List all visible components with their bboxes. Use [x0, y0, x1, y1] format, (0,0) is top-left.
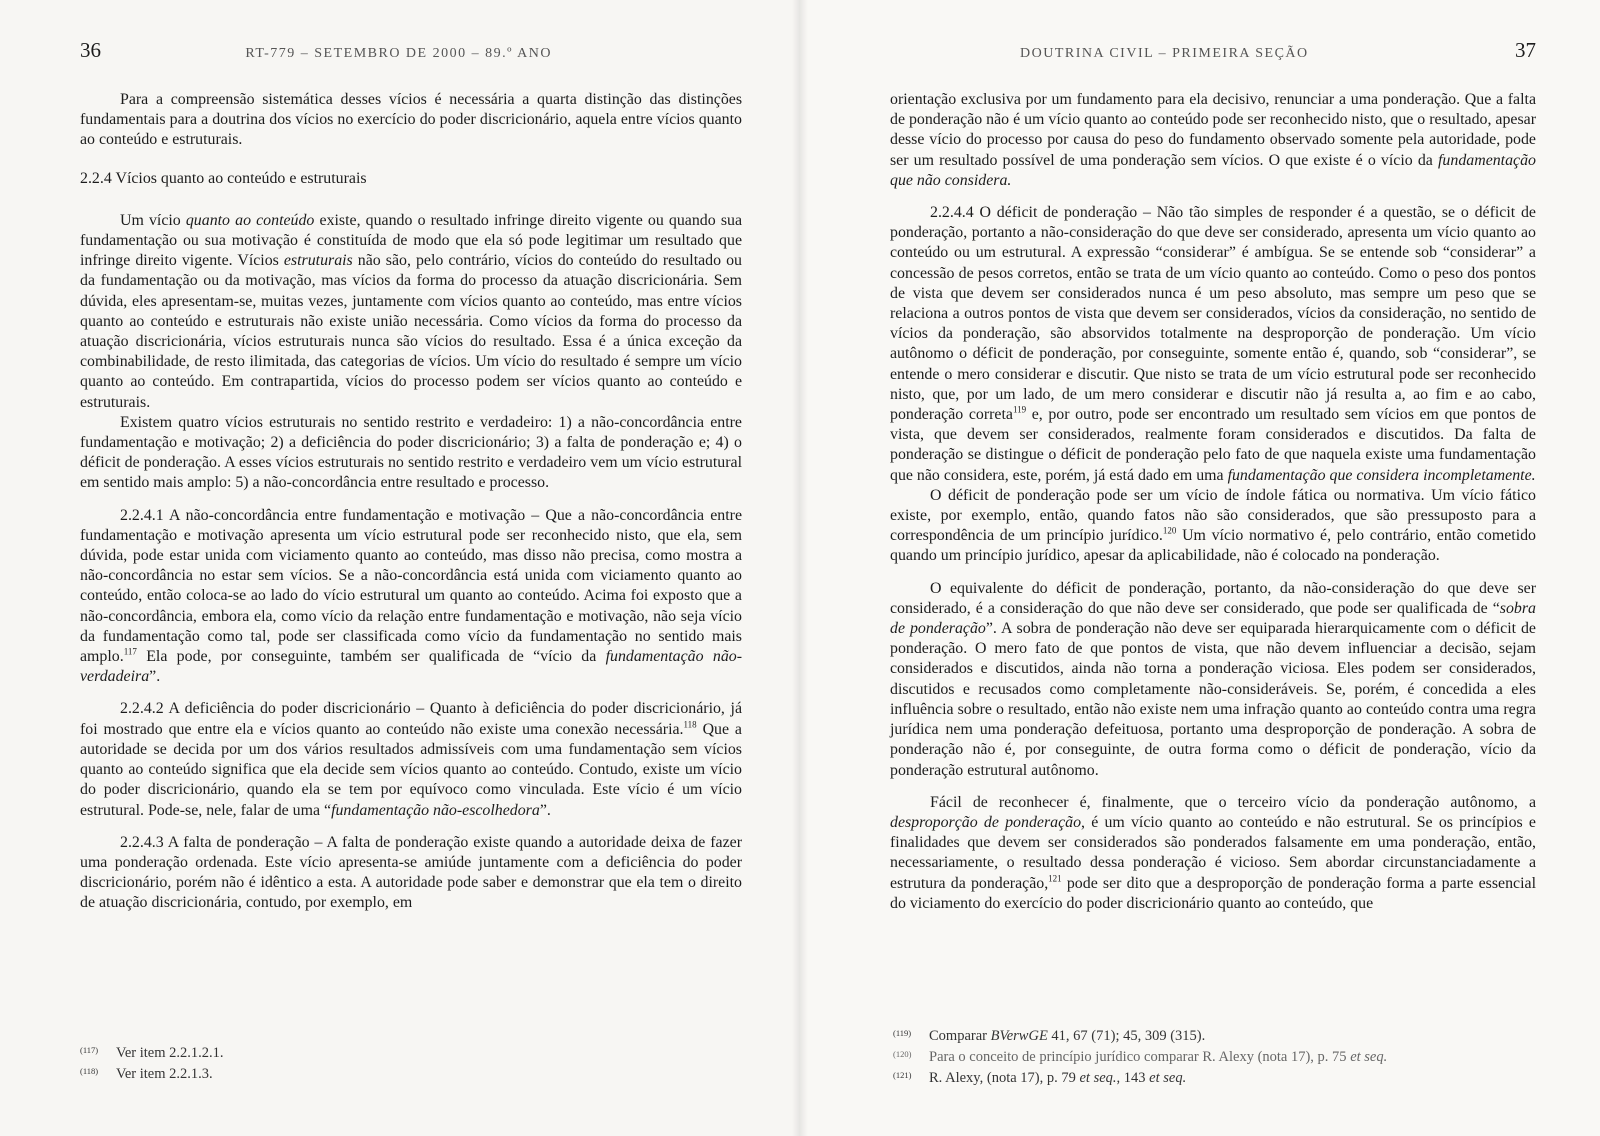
paragraph-conteudo: Um vício quanto ao conteúdo existe, quando o resultado infringe direito vigente ou quando sua fundamentação ou sua motivação é constituída de modo que ela só pode legitimar um resultado que infringe direito vigente. Vícios estruturais não são, pelo contrário, vícios do conteúdo do resultado ou da fundamentação ou da motivação, mas vícios da forma do processo da atuação discricionária. Sem dúvida, eles apresentam-se, muitas vezes, juntamente com vícios quanto ao conteúdo, mas entre vícios quanto ao conteúdo e estruturais não existe união necessária. Como vícios da forma do processo da atuação discricionária, vícios estruturais nunca são vícios do resultado. Essa é a única exceção da combinabilidade, de resto ilimitada, das categorias de vícios. Um vício do resultado é sempre um vício quanto ao conteúdo. Em contrapartida, vícios do processo podem ser vícios quanto ao conteúdo e estruturais.: [80, 211, 743, 411]
paragraph-continuation: orientação exclusiva por um fundamento para ela decisivo, renunciar a uma ponderação. Que a falta de ponderação não é um vício quanto ao conteúdo pode ser reconhecido nisto, que o resultado, apesar desse vício do processo por causa do peso do fundamento observado somente pela autoridade, pode ser um resultado possível de uma ponderação sem vícios. O que existe é o vício da fundamentação que não considera.: [890, 91, 1536, 189]
paragraph-vicios-estruturais: Existem quatro vícios estruturais no sentido restrito e verdadeiro: 1) a não-concordância entre fundamentação e motivação; 2) a deficiência do poder discricionário; 3) a falta de ponderação e; 4) o déficit de ponderação. A esses vícios estruturais no sentido restrito e verdadeiro vem um vício estrutural em sentido mais amplo: 5) a não-concordância entre resultado e processo.: [80, 413, 742, 492]
left-running-head: [80, 38, 742, 90]
right-running-head-title: DOUTRINA CIVIL – PRIMEIRA SEÇÃO: [1020, 46, 1309, 61]
section-heading: 2.2.4 Vícios quanto ao conteúdo e estruturais: [80, 169, 367, 187]
paragraph-deficit-fatico: O déficit de ponderação pode ser um vício de índole fática ou normativa. Um vício fático existe, por exemplo, então, quando fatos não são considerados, que são pressuposto para a correspondência de um princípio jurídico.$^{120}$ Um vício normativo é, pelo contrário, então cometido quando um princípio jurídico, apesar da aplicabilidade, não é colocado na ponderação.: [890, 486, 1536, 565]
left-body-text: [80, 90, 742, 914]
right-page-number: 37: [1515, 38, 1536, 62]
paragraph-2-2-4-3: 2.2.4.3 A falta de ponderação – A falta de ponderação existe quando a autoridade deixa de fazer uma ponderação ordenada. Este vício apresenta-se amiúde juntamente com a deficiência do poder discricionário, porém não é idêntico a esta. A autoridade pode saber e demonstrar que ela tem o direito de atuação discricionária, contudo, por exemplo, em: [80, 833, 742, 912]
footnote-118: (118) Ver item 2.2.1.3.: [80, 1066, 213, 1082]
footnote-119: (119) Comparar BVerwGE 41, 67 (71); 45, 309 (315).: [893, 1028, 1206, 1044]
paragraph-2-2-4-1: 2.2.4.1 A não-concordância entre fundamentação e motivação – Que a não-concordância entre fundamentação e motivação apresenta um vício estrutural pode ser reconhecido nisto, que ela, sem dúvida, pode estar unida com viciamento quanto ao conteúdo, mas disso não precisa, como mostra a não-concordância no estar sem vícios. Se a não-concordância está unida com viciamento quanto ao conteúdo, então coloca-se ao lado do vício estrutural um quanto ao conteúdo. Acima foi exposto que a não-concordância, embora ela, como vício da relação entre fundamentação e motivação, não seja vício da fundamentação como tal, pode ser classificada como vício da fundamentação no sentido mais amplo.$^{117}$ Ela pode, por conseguinte, também ser qualificada de “vício da fundamentação não-verdadeira”.: [80, 506, 742, 686]
footnote-120: (120) Para o conceito de princípio jurídico comparar R. Alexy (nota 17), p. 75 et seq.: [893, 1049, 1388, 1065]
paragraph-2-2-4-4: 2.2.4.4 O déficit de ponderação – Não tão simples de responder é a questão, se o déficit de ponderação, portanto a não-consideração do que deve ser considerado, apresenta um vício quanto ao conteúdo ou um estrutural. A expressão “considerar” é ambígua. Se se entende sob “considerar” a concessão de pesos corretos, então se trata de um vício quanto ao conteúdo. Como o peso dos pontos de vista que devem ser considerados nunca é um peso absoluto, mas sempre um peso que se relaciona a outros pontos de vista que devem ser considerados, vícios da consideração, no sentido de vícios da ponderação, são absorvidos totalmente na desproporção de ponderação. Um vício autônomo o déficit de ponderação, por conseguinte, somente então é, quando, sob “considerar”, se entende o mero considerar e discutir. Que nisto se trata de um vício estrutural pode ser reconhecido nisto, que, por um lado, de um mero considerar e discutir não já resulta a, ao fim e ao cabo, ponderação correta$^{119}$ e, por outro, pode ser encontrado um resultado sem vícios em que pontos de vista, que devem ser considerados, realmente foram considerados e discutidos. Da falta de ponderação se distingue o déficit de ponderação pelo fato de que naquela existe uma fundamentação que não considera, este, porém, já está dado em uma fundamentação que considera incompletamente.: [890, 204, 1536, 484]
right-running-head: [890, 38, 1536, 90]
footnote-117: (117) Ver item 2.2.1.2.1.: [80, 1045, 224, 1061]
book-gutter: [792, 0, 808, 1136]
intro-paragraph: Para a compreensão sistemática desses vícios é necessária a quarta distinção das distinções fundamentais para a doutrina dos vícios no exercício do poder discricionário, aquela entre vícios quanto ao conteúdo e estruturais.: [80, 91, 742, 149]
right-page: [800, 0, 1600, 1136]
paragraph-2-2-4-2: 2.2.4.2 A deficiência do poder discricionário – Quanto à deficiência do poder discricionário, já foi mostrado que entre ela e vícios quanto ao conteúdo não existe uma conexão necessária.$^{118}$ Que a autoridade se decida por um dos vários resultados admissíveis com uma fundamentação sem vícios quanto ao conteúdo significa que ela decide sem vícios quanto ao conteúdo. Contudo, existe um vício do poder discricionário, quando ela se tem por equívoco como vinculada. Este vício é um vício estrutural. Pode-se, nele, falar de uma “fundamentação não-escolhedora”.: [80, 700, 742, 819]
left-page-number: 36: [80, 38, 101, 62]
paragraph-sobra-de-ponderacao: O equivalente do déficit de ponderação, portanto, da não-consideração do que deve ser considerado, é a consideração do que não deve ser considerado, que pode ser qualificada de “sobra de ponderação”. A sobra de ponderação não deve ser equiparada hierarquicamente com o déficit de ponderação. O mero fato de que pontos de vista, que não devem influenciar a decisão, sejam considerados e discutidos, ainda não torna a ponderação viciosa. Eles podem ser considerados, discutidos e recusados como completamente não-consideráveis. Se, porém, é concedida a eles influência sobre o resultado, então não existe nem uma infração quanto ao conteúdo contra uma regra jurídica nem uma ponderação defeituosa, portanto uma desproporção de ponderação. A sobra de ponderação não é, por conseguinte, de outra forma como o déficit de ponderação, vício da ponderação estrutural autônomo.: [890, 579, 1536, 779]
right-footnotes: [893, 1028, 1387, 1091]
right-body-text: [890, 90, 1536, 914]
left-footnotes: [80, 1045, 224, 1087]
footnote-121: (121) R. Alexy, (nota 17), p. 79 et seq., 143 et seq.: [893, 1070, 1187, 1086]
left-running-head-title: RT-779 – SETEMBRO DE 2000 – 89.º ANO: [245, 46, 552, 61]
paragraph-desproporcao: Fácil de reconhecer é, finalmente, que o terceiro vício da ponderação autônomo, a desproporção de ponderação, é um vício quanto ao conteúdo e não estrutural. Se os princípios e finalidades que devem ser considerados são ponderados falsamente em uma ponderação, então, necessariamente, o resultado dessa ponderação é vicioso. Sem abordar circunstanciadamente a estrutura da ponderação,$^{121}$ pode ser dito que a desproporção de ponderação forma a parte essencial do viciamento do exercício do poder discricionário quanto ao conteúdo, que: [890, 793, 1536, 912]
